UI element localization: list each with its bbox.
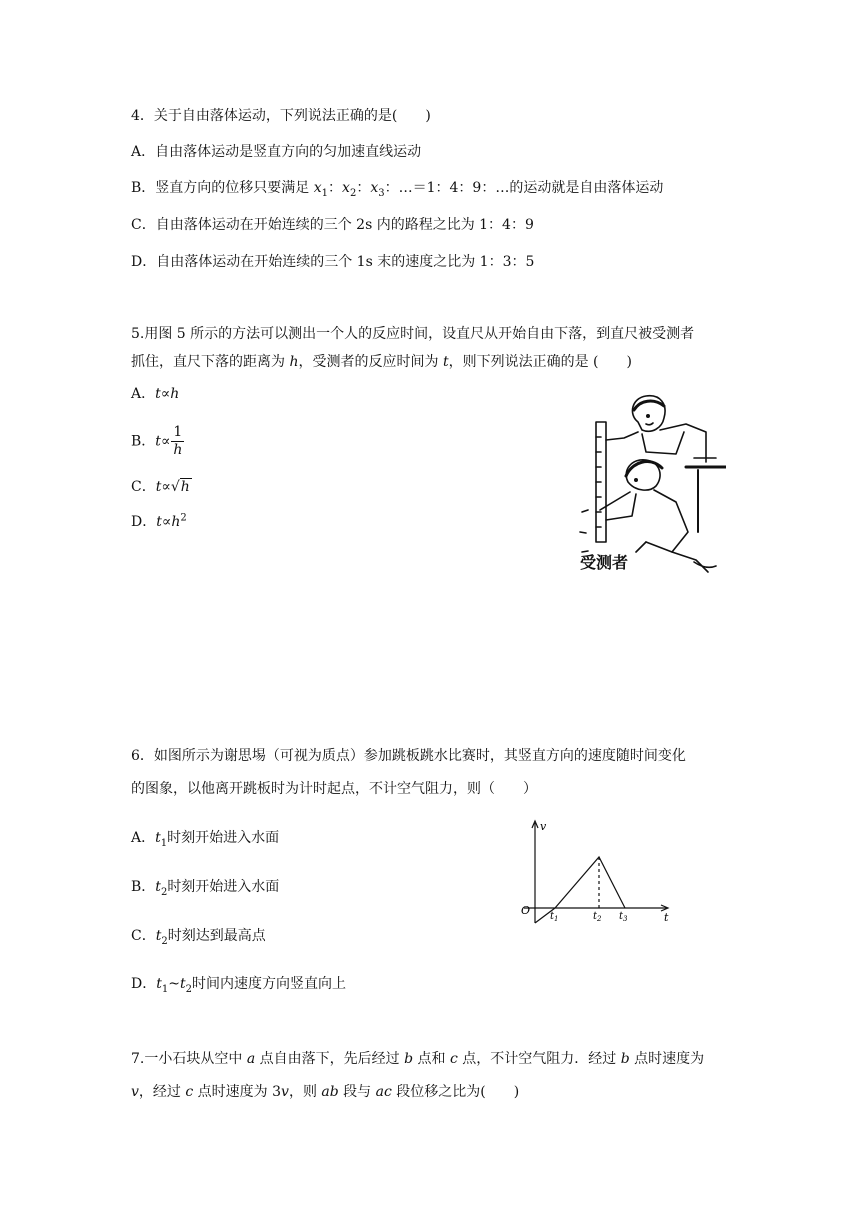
- q4-stem: 4．关于自由落体运动，下列说法正确的是( ): [131, 108, 431, 124]
- tick-label-t1: $t_1$: [550, 911, 559, 923]
- q6-option-b-label: B．: [131, 879, 156, 895]
- q6-option-a-label: A．: [131, 830, 156, 846]
- q6-option-d-text: 时间内速度方向竖直向上: [192, 976, 346, 992]
- q4-option-b: B．竖直方向的位移只要满足 $x_1$：$x_2$：$x_3$：…＝1：4：9：…的运动就是自由落体运动: [131, 180, 664, 199]
- q5-option-b: B．t∝ $\frac{1}{h}$: [131, 424, 183, 458]
- figure-caption: 受测者: [580, 553, 629, 572]
- q5-stem-line1: 5.用图 5 所示的方法可以测出一个人的反应时间，设直尺从开始自由下落，到直尺被受测者: [131, 326, 695, 342]
- q5-option-c-label: C．: [131, 479, 156, 495]
- q5-option-a-label: A．: [131, 386, 156, 402]
- origin-label: O: [521, 904, 531, 917]
- q5-stem-line2-b: ，受测者的反应时间为: [298, 354, 443, 370]
- reaction-time-figure: [576, 392, 726, 582]
- velocity-curve: [535, 857, 625, 923]
- q5-stem-line2: 抓住，直尺下落的距离为 h，受测者的反应时间为 t，则下列说法正确的是 ( ): [131, 354, 632, 370]
- q6-option-a: A．$t_1$时刻开始进入水面: [131, 830, 280, 849]
- q5-option-d-label: D．: [131, 514, 157, 530]
- q5-option-d: D．$t\propto h^2$: [131, 512, 187, 530]
- q6-option-d-label: D．: [131, 976, 157, 992]
- v-axis-label: v: [540, 820, 547, 833]
- q6-option-c: C．$t_2$时刻达到最高点: [131, 928, 266, 947]
- tick-label-t2: $t_2$: [593, 911, 602, 923]
- q6-stem-line1: 6．如图所示为谢思埸（可视为质点）参加跳板跳水比赛时，其竖直方向的速度随时间变化: [131, 748, 686, 764]
- q5-option-c: C．t∝√h: [131, 479, 190, 495]
- q4-option-a: A．自由落体运动是竖直方向的匀加速直线运动: [131, 144, 422, 160]
- q4-option-d: D．自由落体运动在开始连续的三个 1s 末的速度之比为 1：3：5: [131, 254, 535, 270]
- vt-graph-svg: [512, 815, 677, 930]
- velocity-time-graph: [512, 815, 677, 930]
- q6-option-c-text: 时刻达到最高点: [167, 928, 266, 944]
- reaction-time-illustration: [576, 392, 726, 582]
- q6-option-b: B．$t_2$时刻开始进入水面: [131, 879, 280, 898]
- q6-option-d: D．$t_1\sim t_2$时间内速度方向竖直向上: [131, 976, 346, 995]
- q6-option-a-text: 时刻开始进入水面: [167, 830, 280, 846]
- sqrt-symbol: √: [170, 479, 180, 495]
- q5-option-b-label: B．: [131, 433, 156, 450]
- q4-option-b-suffix: ：…＝1：4：9：…的运动就是自由落体运动: [384, 180, 664, 196]
- q4-option-b-prefix: B．竖直方向的位移只要满足: [131, 180, 314, 196]
- q7-stem-line1: 7.一小石块从空中 a 点自由落下，先后经过 b 点和 c 点，不计空气阻力．经过 b 点时速度为: [131, 1051, 705, 1067]
- q7-stem-line2: v，经过 c 点时速度为 3v，则 ab 段与 ac 段位移之比为( ): [131, 1084, 520, 1100]
- q5-stem-line2-a: 抓住，直尺下落的距离为: [131, 354, 290, 370]
- tick-label-t3: $t_3$: [619, 911, 628, 923]
- q6-option-b-text: 时刻开始进入水面: [167, 879, 280, 895]
- fraction-1-over-h: $\frac{1}{h}$: [173, 424, 183, 458]
- q6-option-c-label: C．: [131, 928, 156, 944]
- t-axis-label: t: [664, 911, 669, 924]
- q5-option-a: A．t∝h: [131, 386, 180, 402]
- q4-option-c: C．自由落体运动在开始连续的三个 2s 内的路程之比为 1：4：9: [131, 217, 534, 233]
- q5-stem-line2-c: ，则下列说法正确的是 ( ): [448, 354, 632, 370]
- q6-stem-line2: 的图象，以他离开跳板时为计时起点，不计空气阻力，则（ ）: [131, 781, 537, 797]
